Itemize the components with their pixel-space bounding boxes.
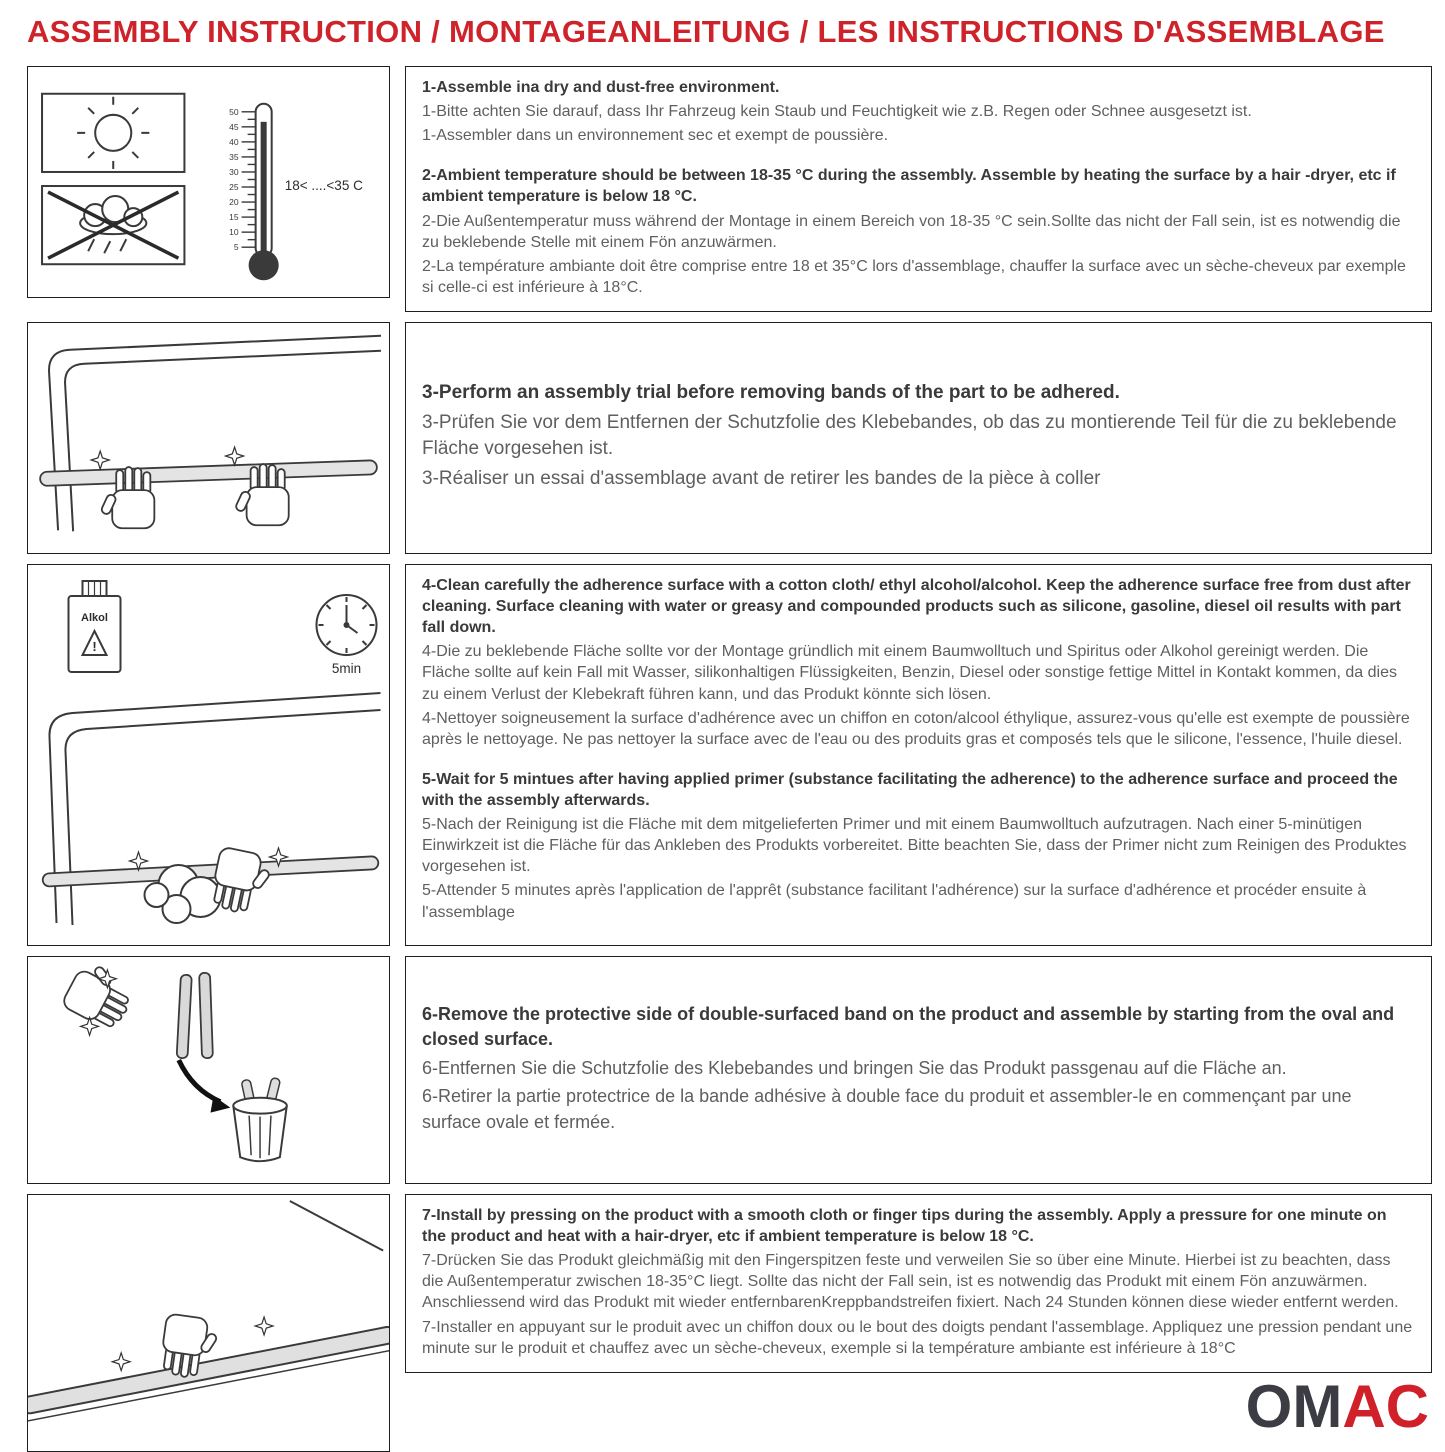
page-title: ASSEMBLY INSTRUCTION / MONTAGEANLEITUNG / LES INSTRUCTIONS D'ASSEMBLAGE [27, 14, 1385, 49]
bottle-label: Alkol [81, 611, 108, 624]
spacer [422, 753, 1413, 769]
sparkle-icon [226, 447, 244, 465]
hand-icon [61, 958, 139, 1034]
step-7-text-en: 7-Install by pressing on the product with a smooth cloth or finger tips during the assembly. Apply a pressure for one minute on the product and heat with a hair-dryer, etc if ambient temperature is below 18 °C. [422, 1206, 1387, 1246]
tape-strips [177, 973, 213, 1059]
thermometer-scale-label: 15 [229, 212, 239, 223]
step-6-text-de: 6-Entfernen Sie die Schutzfolie des Klebebandes und bringen Sie das Produkt passgenau auf die Fläche an. [422, 1057, 1287, 1078]
thermometer-scale-label: 45 [229, 121, 239, 132]
instruction-row-environment [27, 66, 1432, 312]
step-3-text-de: 3-Prüfen Sie vor dem Entfernen der Schutzfolie des Klebebandes, ob das zu montierende Teil für die zu beklebende Fläche vorgesehen ist. [422, 411, 1397, 460]
text-panel-step-7 [405, 1194, 1432, 1373]
step-1-text-en: 1-Assemble ina dry and dust-free environment. [422, 79, 780, 96]
thermometer-scale-label: 30 [229, 166, 239, 177]
install-illustration [28, 1195, 389, 1451]
step-6-text-fr: 6-Retirer la partie protectrice de la bande adhésive à double face du produit et assembler-le en commençant par une surface ovale et fermée. [422, 1086, 1352, 1132]
thermometer-scale-label: 25 [229, 182, 239, 193]
text-panel-step-3 [405, 322, 1432, 554]
environment-illustration-panel [27, 66, 390, 298]
environment-illustration [28, 67, 389, 297]
car-door-sketch [290, 1201, 383, 1251]
step-5-text-en: 5-Wait for 5 mintues after having applied primer (substance facilitating the adherence) to the adherence surface and proceed the with the assembly afterwards. [422, 770, 1398, 809]
thermometer-scale-label: 10 [229, 227, 239, 238]
thermometer-scale-label: 5 [233, 242, 239, 253]
car-door-sketch [49, 336, 381, 532]
step-7-text-fr: 7-Installer en appuyant sur le produit avec un chiffon doux ou le bout des doigts pendant l'assemblage. Appliquez une pression pendant une minute sur le produit et chauffez avec un sèche-cheveux, exemple si la température ambiante est inférieure à 18°C [422, 1318, 1413, 1357]
thermometer-scale-label: 20 [229, 197, 239, 208]
instruction-row-cleaning [27, 564, 1432, 946]
band-removal-illustration [28, 957, 389, 1183]
logo-text-red: AC [1342, 1373, 1429, 1440]
sparkle-icon [112, 1353, 130, 1371]
step-3-text-fr: 3-Réaliser un essai d'assemblage avant de retirer les bandes de la pièce à coller [422, 468, 1101, 490]
arrow-down-icon [179, 1060, 231, 1113]
text-panel-steps-1-2 [405, 66, 1432, 312]
trial-illustration-panel [27, 322, 390, 554]
alcohol-bottle-icon [69, 581, 121, 672]
sparkle-icon [130, 852, 148, 870]
thermometer-icon [229, 104, 363, 280]
text-panel-steps-4-5 [405, 564, 1432, 946]
step-2-text-fr: 2-La température ambiante doit être comprise entre 18 et 35°C lors d'assemblage, chauffer la surface avec un sèche-cheveux par exemple si celle-ci est inférieure à 18°C. [422, 257, 1406, 296]
step-4-text-fr: 4-Nettoyer soigneusement la surface d'adhérence avec un chiffon en coton/alcool éthylique, assurez-vous qu'elle est exempte de poussière après le nettoyage. Ne pas nettoyer la surface avec de l'eau ou des produits gras et composés tels que le silicone, l'essence, l'huile diesel. [422, 709, 1410, 748]
thermometer-scale-label: 50 [229, 106, 239, 117]
text-panel-step-6 [405, 956, 1432, 1184]
step-2-text-de: 2-Die Außentemperatur muss während der Montage in einem Bereich von 18-35 °C sein.Sollte das nicht der Fall sein, ist es notwendig die zu beklebende Stelle mit einem Fön anzuwärmen. [422, 212, 1401, 251]
thermometer-scale-label: 40 [229, 136, 239, 147]
cleaning-illustration-panel [27, 564, 390, 946]
sparkle-icon [91, 451, 109, 469]
sparkle-icon [255, 1317, 273, 1335]
clock-icon [317, 595, 377, 655]
trash-can-icon [233, 1077, 287, 1161]
step-3-text-en: 3-Perform an assembly trial before removing bands of the part to be adhered. [422, 382, 1120, 404]
trial-illustration [28, 323, 389, 553]
step-5-text-de: 5-Nach der Reinigung ist die Fläche mit dem mitgelieferten Primer und mit einem Baumwolltuch aufzutragen. Nach einer 5-minütigen Einwirkzeit ist die Fläche für das Ankleben des Produkts vorbereitet. Bitte beachten Sie, dass der Primer nicht zum Reinigen des Produktes vorgesehen ist. [422, 816, 1407, 876]
step-5-text-fr: 5-Attender 5 minutes après l'application de l'apprêt (substance facilitant l'adhérence) sur la surface d'adhérence et procéder ensuite à l'assemblage [422, 882, 1367, 921]
step-4-text-de: 4-Die zu beklebende Fläche sollte vor der Montage gründlich mit einem Baumwolltuch und Spiritus oder Alkohol gereinigt werden. Die Fläche sollte auf kein Fall mit Wasser, silikonhaltigen Flüssigkeiten, Benzin, Diesel oder sonstige fettige Mittel in Kontakt kommen, da dies zu einem Verlust der Klebekraft führen kann, und das Produkt könnte sich lösen. [422, 643, 1397, 703]
trim-strip [40, 460, 377, 486]
sparkle-icon [81, 1017, 99, 1035]
no-rain-icon [42, 186, 184, 264]
step-1-text-fr: 1-Assembler dans un environnement sec et exempt de poussière. [422, 127, 889, 145]
temperature-range-label: 18< ....<35 C [284, 178, 363, 194]
instruction-row-trial [27, 322, 1432, 554]
clock-duration-label: 5min [331, 660, 362, 676]
thermometer-scale-label: 35 [229, 151, 239, 162]
step-6-text-en: 6-Remove the protective side of double-surfaced band on the product and assemble by starting from the oval and closed surface. [422, 1003, 1395, 1050]
sun-icon [42, 94, 184, 172]
spacer [422, 149, 1413, 165]
step-7-text-de: 7-Drücken Sie das Produkt gleichmäßig mit den Fingerspitzen feste und verweilen Sie so über eine Minute. Hierbei ist zu beachten, dass die Außentemperatur zwischen 18-35°C liegt. Sollte das nicht der Fall sein, ist es notwendig das Produkt mit einem Fön anzuwärmen. Anschliessend wird das Produkt mit wieder entfernbarenKreppbandstreifen fixiert. Nach 24 Stunden können diese wieder entfernt werden. [422, 1252, 1399, 1312]
band-removal-illustration-panel [27, 956, 390, 1184]
instruction-row-band-removal [27, 956, 1432, 1184]
step-4-text-en: 4-Clean carefully the adherence surface with a cotton cloth/ ethyl alcohol/alcohol. Keep the adherence surface free from dust after cleaning. Surface cleaning with water or greasy and compounded products such as silicone, gasoline, diesel oil results with part fall down. [422, 576, 1411, 637]
warning-mark: ! [92, 638, 97, 654]
step-2-text-en: 2-Ambient temperature should be between 18-35 °C during the assembly. Assemble by heating the surface by a hair -dryer, etc if ambient temperature is below 18 °C. [422, 167, 1396, 206]
logo-text-dark: OM [1245, 1373, 1343, 1440]
step-1-text-de: 1-Bitte achten Sie darauf, dass Ihr Fahrzeug kein Staub und Feuchtigkeit wie z.B. Regen oder Schnee ausgesetzt ist. [422, 103, 1252, 121]
instruction-row-install [27, 1194, 1432, 1452]
omac-logo [1245, 1373, 1429, 1440]
install-illustration-panel [27, 1194, 390, 1452]
cleaning-illustration [28, 565, 389, 945]
